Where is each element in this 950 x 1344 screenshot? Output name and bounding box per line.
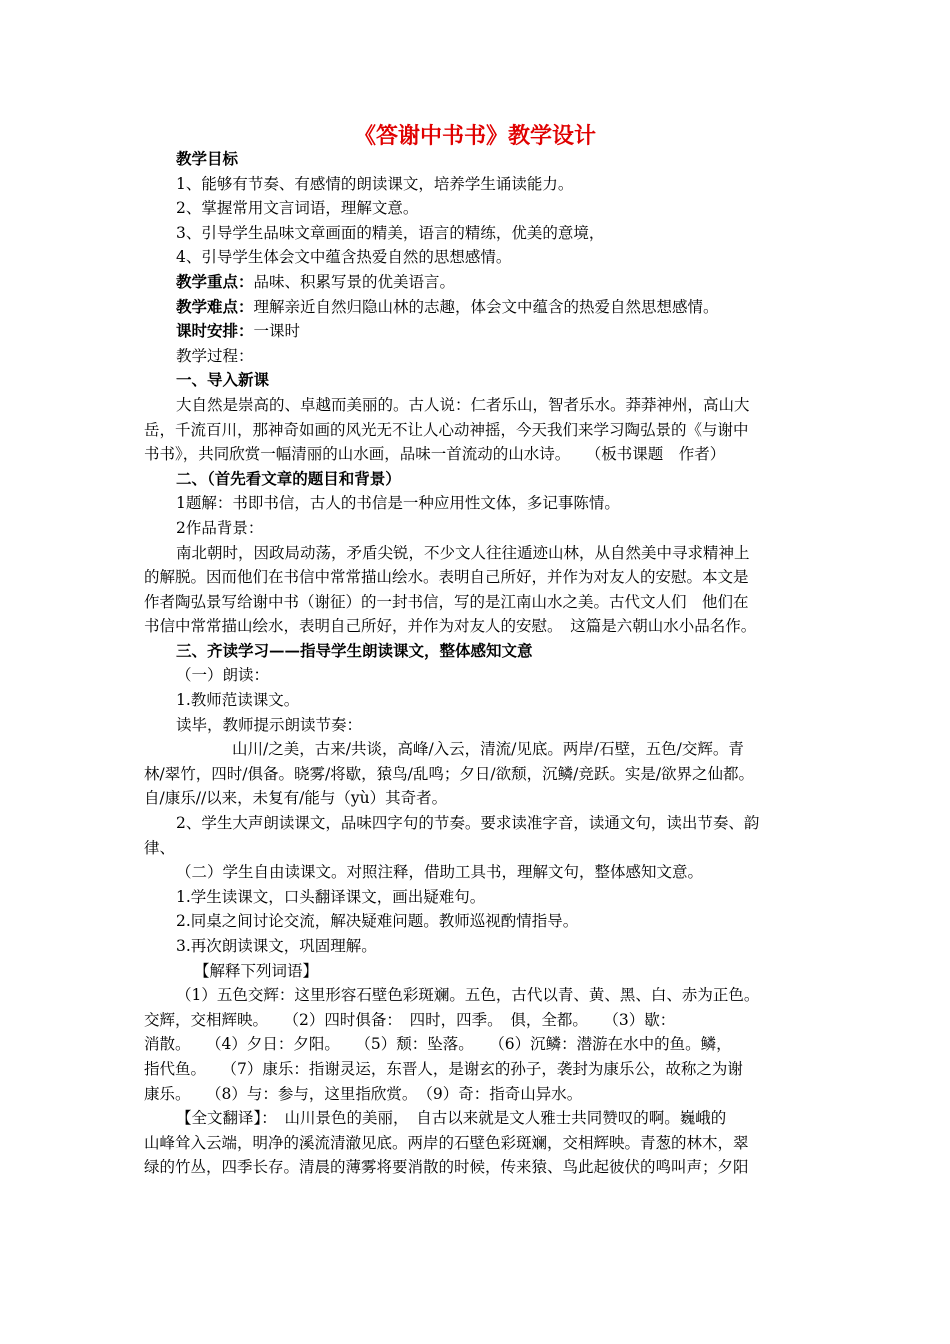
text-line bbox=[144, 418, 814, 443]
text-line bbox=[144, 713, 814, 738]
line-text: （一）朗读： bbox=[176, 666, 270, 685]
text-line bbox=[144, 983, 814, 1008]
line-text: 岳，千流百川，那神奇如画的风光无不让人心动神摇，今天我们来学习陶弘景的《与谢中 bbox=[144, 420, 749, 439]
text-line bbox=[144, 541, 814, 566]
document-body bbox=[144, 147, 814, 1180]
line-text: 一、导入新课 bbox=[176, 370, 270, 390]
line-text: 3.再次朗读课文，巩固理解。 bbox=[176, 937, 377, 955]
text-line bbox=[144, 614, 814, 639]
text-line bbox=[144, 762, 814, 787]
text-line bbox=[144, 565, 814, 590]
line-text: 交辉，交相辉映。 （2）四时俱备： 四时，四季。 俱，全都。 （3）歇： bbox=[144, 1010, 676, 1029]
text-line bbox=[144, 1032, 814, 1057]
line-text: 2、掌握常用文言词语，理解文意。 bbox=[176, 199, 419, 218]
text-line bbox=[144, 270, 814, 295]
line-text: 二、（首先看文章的题目和背景） bbox=[176, 468, 401, 488]
line-text: 作者陶弘景写给谢中书（谢征）的一封书信，写的是江南山水之美。古代文人们 他们在 bbox=[144, 592, 749, 611]
line-text: 山峰耸入云端，明净的溪流清澈见底。两岸的石壁色彩斑斓，交相辉映。青葱的林木，翠 bbox=[144, 1133, 749, 1152]
text-line bbox=[144, 516, 814, 541]
text-line bbox=[144, 590, 814, 615]
line-text: 3、引导学生品味文章画面的精美，语言的精练，优美的意境， bbox=[176, 223, 605, 242]
line-text: 康乐。 （8）与：参与，这里指欣赏。 （9）奇：指奇山异水。 bbox=[144, 1084, 583, 1103]
text-line bbox=[144, 1057, 814, 1082]
line-text: （1）五色交辉：这里形容石壁色彩斑斓。五色，古代以青、黄、黑、白、赤为正色。 bbox=[176, 986, 760, 1005]
line-text: 南北朝时，因政局动荡，矛盾尖锐，不少文人往往遁迹山林，从自然美中寻求精神上 bbox=[176, 543, 750, 562]
line-text: 1题解：书即书信，古人的书信是一种应用性文体，多记事陈情。 bbox=[176, 494, 620, 513]
line-text: 教学过程： bbox=[176, 346, 254, 365]
text-line bbox=[144, 934, 814, 959]
text-line bbox=[144, 639, 814, 664]
line-text: 大自然是崇高的、卓越而美丽的。古人说：仁者乐山，智者乐水。莽莽神州，高山大 bbox=[176, 395, 750, 414]
line-text: 1.学生读课文，口头翻译课文，画出疑难句。 bbox=[176, 887, 486, 906]
document-title: 《答谢中书书》教学设计 bbox=[353, 123, 596, 149]
line-text: （二）学生自由读课文。对照注释，借助工具书，理解文句，整体感知文意。 bbox=[176, 863, 704, 882]
text-line bbox=[144, 909, 814, 934]
text-line bbox=[144, 147, 814, 172]
line-text: 三、齐读学习——指导学生朗读课文，整体感知文意 bbox=[176, 640, 533, 660]
line-text: 书书》，共同欣赏一幅清丽的山水画，品味一首流动的山水诗。 （板书课题 作者） bbox=[144, 445, 726, 464]
text-line bbox=[144, 836, 814, 861]
line-text: 指代鱼。 （7）康乐：指谢灵运，东晋人，是谢玄的孙子，袭封为康乐公，故称之为谢 bbox=[144, 1059, 743, 1078]
line-text: 1.教师范读课文。 bbox=[176, 691, 300, 710]
text-line bbox=[144, 885, 814, 910]
line-text: 4、引导学生体会文中蕴含热爱自然的思想感情。 bbox=[176, 248, 512, 267]
line-text: 一课时 bbox=[253, 322, 301, 341]
text-line bbox=[144, 811, 814, 836]
line-text: 【解释下列词语】 bbox=[194, 961, 319, 980]
text-line bbox=[144, 245, 814, 270]
line-text: 2作品背景： bbox=[176, 518, 264, 537]
line-text: 的解脱。因而他们在书信中常常描山绘水。表明自己所好，并作为对友人的安慰。本文是 bbox=[144, 568, 749, 587]
line-text: 书信中常常描山绘水，表明自己所好，并作为对友人的安慰。 这篇是六朝山水小品名作。 bbox=[144, 617, 757, 636]
line-text: 自/康乐//以来，未复有/能与（yù）其奇者。 bbox=[144, 789, 448, 808]
line-text: 读毕，教师提示朗读节奏： bbox=[176, 715, 363, 734]
text-line bbox=[144, 860, 814, 885]
text-line bbox=[144, 442, 814, 467]
line-text: 教学目标 bbox=[176, 149, 239, 168]
line-label: 教学难点： bbox=[176, 296, 254, 316]
text-line bbox=[144, 319, 814, 344]
line-text: 2、学生大声朗读课文，品味四字句的节奏。要求读准字音，读通文句，读出节奏、韵 bbox=[176, 814, 760, 833]
text-line bbox=[144, 172, 814, 197]
line-text: 律、 bbox=[144, 838, 176, 857]
text-line bbox=[144, 786, 814, 811]
text-line bbox=[144, 344, 814, 369]
text-line bbox=[144, 1131, 814, 1156]
text-line bbox=[144, 1106, 814, 1131]
line-text: 消散。 （4）夕日：夕阳。 （5）颓：坠落。 （6）沉鳞：潜游在水中的鱼。鳞， bbox=[144, 1035, 732, 1054]
text-line bbox=[144, 491, 814, 516]
text-line bbox=[144, 959, 814, 984]
text-line bbox=[144, 663, 814, 688]
text-line bbox=[144, 393, 814, 418]
text-line bbox=[144, 368, 814, 393]
text-line bbox=[144, 1082, 814, 1107]
line-text: 2.同桌之间讨论交流，解决疑难问题。教师巡视酌情指导。 bbox=[176, 912, 579, 931]
text-line bbox=[144, 467, 814, 492]
text-line bbox=[144, 688, 814, 713]
text-line bbox=[144, 737, 814, 762]
line-label: 课时安排： bbox=[176, 321, 254, 341]
line-text: 山川/之美，古来/共谈，高峰/入云，清流/见底。两岸/石壁，五色/交辉。青 bbox=[232, 740, 744, 759]
text-line bbox=[144, 221, 814, 246]
line-text: 品味、积累写景的优美语言。 bbox=[253, 272, 456, 291]
line-label: 教学重点： bbox=[176, 271, 254, 291]
text-line bbox=[144, 1008, 814, 1033]
line-text: 绿的竹丛，四季长存。清晨的薄雾将要消散的时候，传来猿、鸟此起彼伏的鸣叫声；夕阳 bbox=[144, 1158, 749, 1177]
text-line bbox=[144, 196, 814, 221]
line-text: 1、能够有节奏、有感情的朗读课文，培养学生诵读能力。 bbox=[176, 174, 574, 193]
text-line bbox=[144, 1155, 814, 1180]
line-text: 理解亲近自然归隐山林的志趣，体会文中蕴含的热爱自然思想感情。 bbox=[253, 297, 719, 316]
line-text: 林/翠竹，四时/俱备。晓雾/将歇，猿鸟/乱鸣；夕日/欲颓，沉鳞/竞跃。实是/欲界之仙都。 bbox=[144, 764, 755, 783]
text-line bbox=[144, 295, 814, 320]
line-text: 【全文翻译】： 山川景色的美丽， 自古以来就是文人雅士共同赞叹的啊。巍峨的 bbox=[176, 1109, 727, 1128]
